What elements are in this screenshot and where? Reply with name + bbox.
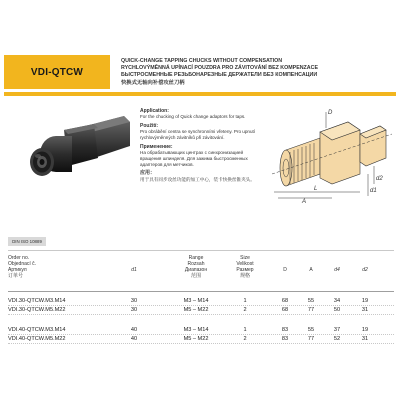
- cell-d1: 30: [130, 307, 138, 313]
- dim-label-A: A: [302, 199, 307, 204]
- table-row: [8, 325, 394, 335]
- cell-D: 68: [281, 297, 289, 304]
- product-title: VDI-QTCW: [30, 66, 84, 78]
- product-title-box: [4, 55, 110, 89]
- cell-range: M5 – M22: [183, 336, 209, 342]
- header-D: D: [283, 267, 287, 273]
- din-standard-badge: DIN ISO 10889: [8, 237, 46, 246]
- yingyong-text: 用于具有同步攻丝功能的加工中心，装卡快换丝锥夹头。: [140, 176, 255, 182]
- cell-d4: 37: [333, 326, 341, 333]
- product-photo: [16, 106, 136, 196]
- cell-order: VDI.40-QTCW.M5.M22: [8, 336, 66, 342]
- cell-d4: 50: [333, 307, 341, 313]
- cell-d2: 19: [361, 326, 369, 333]
- cell-d1: 30: [130, 297, 138, 304]
- cell-D: 83: [281, 326, 289, 333]
- cell-d4: 52: [333, 336, 341, 342]
- cell-A: 77: [307, 336, 315, 342]
- table-row: [8, 306, 394, 316]
- dim-label-D: D: [328, 110, 333, 116]
- cell-order: VDI.40-QTCW.M3.M14: [8, 326, 66, 333]
- application-text: For the chucking of Quick change adaptors for taps.: [140, 114, 246, 120]
- cell-range: M5 – M22: [183, 307, 209, 313]
- cell-size: 1: [243, 297, 247, 304]
- dim-label-L: L: [314, 186, 318, 192]
- cell-range: M3 – M14: [183, 326, 209, 333]
- header-A: A: [309, 267, 313, 273]
- cell-d4: 34: [333, 297, 341, 304]
- spec-table: [8, 250, 394, 344]
- cell-A: 55: [307, 326, 315, 333]
- product-description-header: [121, 58, 381, 87]
- cell-d2: 31: [361, 336, 369, 342]
- cell-size: 2: [243, 336, 247, 342]
- cell-D: 68: [281, 307, 289, 313]
- header-order: Order no. Objednací č. Артикул 订单号: [8, 255, 37, 279]
- header-d1: d1: [131, 267, 137, 273]
- dim-label-d1: d1: [370, 188, 377, 194]
- dim-label-d2: d2: [376, 176, 383, 182]
- cell-order: VDI.30-QTCW.M5.M22: [8, 307, 66, 313]
- header-d4: d4: [334, 267, 340, 273]
- description-en: QUICK-CHANGE TAPPING CHUCKS WITHOUT COMPENSATION: [121, 58, 283, 64]
- cell-size: 2: [243, 307, 247, 313]
- primenenie-heading: Применение:: [140, 143, 173, 150]
- header-rule: [4, 92, 396, 96]
- application-info: [140, 108, 264, 185]
- cell-size: 1: [243, 326, 247, 333]
- cell-d1: 40: [130, 336, 138, 342]
- table-row: [8, 335, 394, 345]
- application-heading: Application:: [140, 108, 169, 114]
- pouziti-heading: Použití:: [140, 123, 159, 129]
- description-ru: БЫСТРОСМЕННЫЕ РЕЗЬБОНАРЕЗНЫЕ ДЕРЖАТЕЛИ БЕЗ КОМПЕНСАЦИИ: [121, 72, 318, 79]
- cell-D: 83: [281, 336, 289, 342]
- header-range: Range Rozsah Диапазон 范围: [184, 255, 208, 279]
- cell-d2: 31: [361, 307, 369, 313]
- header-size: Size Velikost Размер 规格: [236, 255, 254, 279]
- cell-A: 77: [307, 307, 315, 313]
- cell-A: 55: [307, 297, 315, 304]
- cell-range: M3 – M14: [183, 297, 209, 304]
- primenenie-text: На обрабатывающих центрах с синхронизацией вращения шпинделя. Для зажима быстросменных адаптеров для метчиков.: [140, 150, 248, 167]
- table-header: [8, 250, 394, 292]
- technical-drawing: [268, 104, 396, 204]
- header-d2: d2: [362, 267, 368, 273]
- yingyong-heading: 应用：: [140, 170, 156, 177]
- table-row: [8, 296, 394, 306]
- cell-d1: 40: [130, 326, 138, 333]
- description-cz: RYCHLOVÝMĚNNÁ UPÍNACÍ POUZDRA PRO ZÁVITOVÁNÍ BEZ KOMPENZACE: [121, 65, 318, 72]
- description-cn: 快换式无轴向补偿攻丝刀柄: [121, 79, 185, 86]
- cell-order: VDI.30-QTCW.M3.M14: [8, 297, 66, 304]
- pouziti-text: Pro obrábění centra se synchronními vřeteny. Pro upnutí rychlovýměnných závitníků při závitování.: [140, 129, 256, 140]
- cell-d2: 19: [361, 297, 369, 304]
